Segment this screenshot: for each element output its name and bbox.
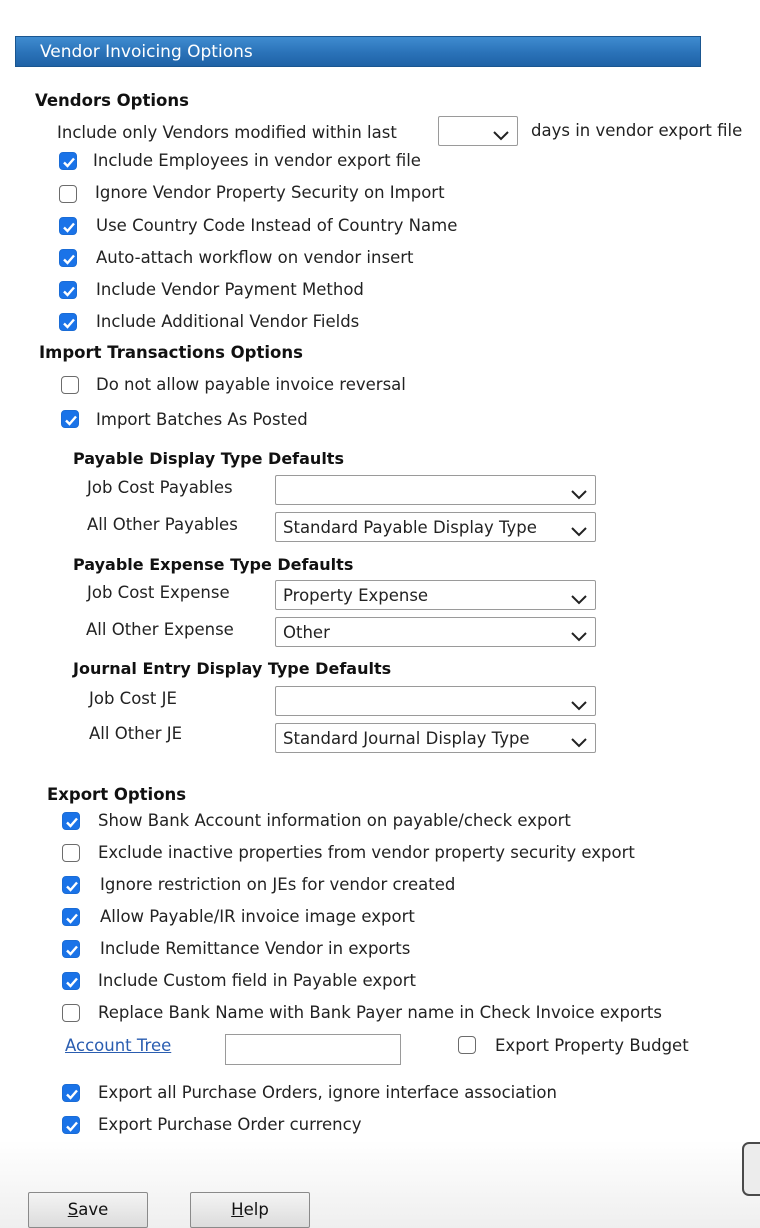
save-label: ave [78,1200,109,1219]
chevron-down-icon [571,733,587,752]
checkbox-include-vendor-payment-method[interactable] [59,281,77,299]
checkbox-unchecked-icon [458,1036,476,1054]
checkbox-include-custom-field[interactable] [62,972,80,990]
checkbox-checked-icon [61,410,79,428]
help-label: elp [243,1200,269,1219]
checkbox-checked-icon [59,313,77,331]
checkbox-auto-attach-workflow[interactable] [59,249,77,267]
chevron-down-icon [493,126,509,145]
job-cost-payables-select[interactable] [275,475,596,505]
import-options-heading: Import Transactions Options [39,343,303,362]
help-accesskey: H [231,1200,244,1219]
checkbox-checked-icon [59,281,77,299]
checkbox-replace-bank-name[interactable] [62,1004,80,1022]
option-label: Include Custom field in Payable export [98,971,416,990]
checkbox-checked-icon [62,812,80,830]
option-label: Do not allow payable invoice reversal [96,375,406,394]
checkbox-no-payable-reversal[interactable] [61,376,79,394]
option-label: Include Additional Vendor Fields [96,312,360,331]
payable-display-heading: Payable Display Type Defaults [73,449,344,468]
checkbox-export-all-purchase-orders[interactable] [62,1084,80,1102]
checkbox-checked-icon [59,152,77,170]
option-label: Include Vendor Payment Method [96,280,364,299]
checkbox-export-po-currency[interactable] [62,1116,80,1134]
checkbox-include-employees[interactable] [59,152,77,170]
select-value: Property Expense [283,586,429,605]
save-button[interactable] [28,1192,148,1228]
checkbox-include-remittance-vendor[interactable] [62,940,80,958]
all-other-expense-label: All Other Expense [86,620,234,639]
option-label: Auto-attach workflow on vendor insert [96,248,414,267]
save-accesskey: S [67,1200,79,1219]
all-other-je-label: All Other JE [89,724,183,743]
chevron-down-icon [571,627,587,646]
checkbox-unchecked-icon [59,185,77,203]
checkbox-unchecked-icon [61,376,79,394]
days-suffix-label: days in vendor export file [531,121,743,140]
option-label: Ignore Vendor Property Security on Import [95,183,445,202]
all-other-je-select[interactable] [275,723,596,753]
checkbox-checked-icon [59,217,77,235]
option-label: Export all Purchase Orders, ignore interface association [98,1083,557,1102]
checkbox-checked-icon [62,1084,80,1102]
chevron-down-icon [571,696,587,715]
option-label: Use Country Code Instead of Country Name [96,216,458,235]
help-button[interactable] [190,1192,310,1228]
checkbox-checked-icon [62,972,80,990]
chevron-down-icon [571,485,587,504]
days-prefix-label: Include only Vendors modified within last [57,123,397,142]
option-label: Replace Bank Name with Bank Payer name in Check Invoice exports [98,1003,662,1022]
checkbox-include-additional-vendor-fields[interactable] [59,313,77,331]
journal-display-heading: Journal Entry Display Type Defaults [73,659,392,678]
checkbox-checked-icon [59,249,77,267]
checkbox-checked-icon [62,908,80,926]
checkbox-export-property-budget[interactable] [458,1036,476,1054]
job-cost-je-select[interactable] [275,686,596,716]
option-label: Show Bank Account information on payable/check export [98,811,571,830]
checkbox-allow-invoice-image-export[interactable] [62,908,80,926]
checkbox-exclude-inactive-properties[interactable] [62,844,80,862]
checkbox-use-country-code[interactable] [59,217,77,235]
account-tree-input[interactable] [225,1034,401,1065]
option-label: Allow Payable/IR invoice image export [100,907,415,926]
checkbox-checked-icon [62,940,80,958]
checkbox-ignore-je-restriction[interactable] [62,876,80,894]
option-label: Import Batches As Posted [96,410,308,429]
payable-expense-heading: Payable Expense Type Defaults [73,555,354,574]
option-label: Export Property Budget [495,1036,689,1055]
job-cost-payables-label: Job Cost Payables [87,478,233,497]
vendors-options-heading: Vendors Options [35,91,189,110]
job-cost-je-label: Job Cost JE [89,689,177,708]
option-label: Exclude inactive properties from vendor property security export [98,843,635,862]
option-label: Include Employees in vendor export file [93,151,421,170]
job-cost-expense-label: Job Cost Expense [87,583,230,602]
option-label: Include Remittance Vendor in exports [100,939,411,958]
checkbox-ignore-vendor-property-security[interactable] [59,185,77,203]
option-label: Ignore restriction on JEs for vendor created [100,875,456,894]
select-value: Standard Journal Display Type [283,729,530,748]
page-title: Vendor Invoicing Options [40,42,253,62]
select-value: Standard Payable Display Type [283,518,537,537]
checkbox-unchecked-icon [62,844,80,862]
all-other-expense-select[interactable] [275,617,596,647]
all-other-payables-select[interactable] [275,512,596,542]
select-value: Other [283,623,330,642]
checkbox-unchecked-icon [62,1004,80,1022]
scroll-handle[interactable] [742,1142,760,1196]
account-tree-link[interactable]: Account Tree [65,1036,172,1055]
all-other-payables-label: All Other Payables [87,515,238,534]
checkbox-checked-icon [62,876,80,894]
page-header-bar [15,36,701,67]
export-options-heading: Export Options [47,785,187,804]
job-cost-expense-select[interactable] [275,580,596,610]
days-select[interactable] [438,116,518,146]
checkbox-import-batches-posted[interactable] [61,410,79,428]
chevron-down-icon [571,522,587,541]
option-label: Export Purchase Order currency [98,1115,362,1134]
chevron-down-icon [571,590,587,609]
checkbox-show-bank-account[interactable] [62,812,80,830]
checkbox-checked-icon [62,1116,80,1134]
